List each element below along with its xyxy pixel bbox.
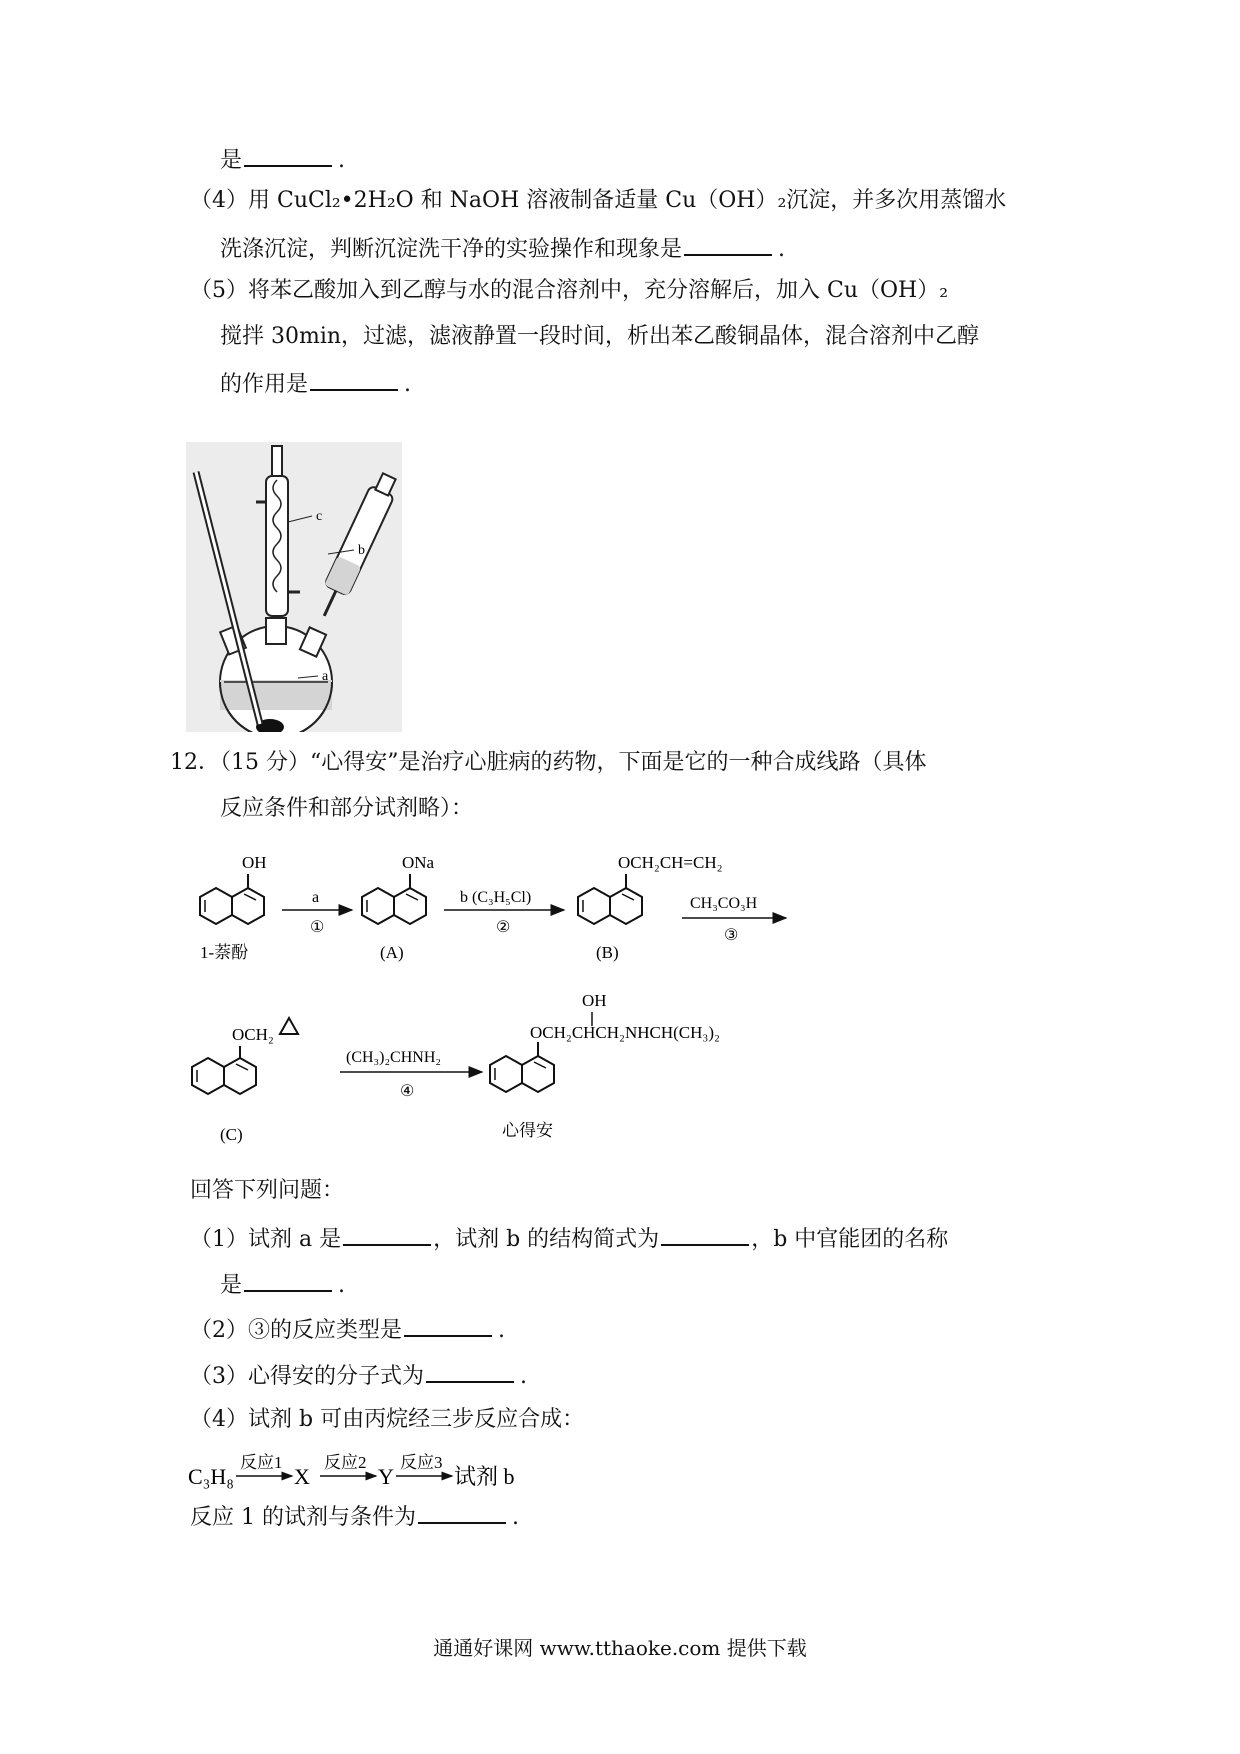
q5-line3-text: 的作用是 bbox=[220, 372, 309, 397]
answer-blank[interactable] bbox=[310, 367, 398, 391]
oh-group: OH bbox=[242, 853, 267, 872]
answer-blank[interactable] bbox=[418, 1500, 506, 1524]
sub2-text: （2）③的反应类型是 bbox=[190, 1318, 402, 1343]
answer-blank[interactable] bbox=[244, 143, 332, 167]
q12-line2: 反应条件和部分试剂略）： bbox=[220, 796, 474, 821]
q4-line2 bbox=[220, 232, 785, 265]
label-A: (A) bbox=[380, 943, 404, 962]
arrow4-reagent: (CH₃)₂CHNH₂ bbox=[346, 1049, 441, 1066]
label-1-naphthol: 1-萘酚 bbox=[200, 943, 249, 962]
epoxy-group: OCH₂ bbox=[232, 1025, 274, 1044]
answer-blank[interactable] bbox=[343, 1222, 431, 1246]
page-footer: 通通好课网 www.tthaoke.com 提供下载 bbox=[433, 1636, 807, 1660]
arrow2-step: ② bbox=[496, 919, 511, 936]
route-start: C₃H₈ bbox=[188, 1464, 234, 1489]
q5-line2: 搅拌 30min，过滤，滤液静置一段时间，析出苯乙酸铜晶体，混合溶剂中乙醇 bbox=[220, 324, 980, 349]
sub3-line bbox=[190, 1359, 527, 1392]
period: . bbox=[404, 372, 412, 397]
arrow1-reagent: a bbox=[312, 889, 320, 906]
arrow4-step: ④ bbox=[400, 1083, 415, 1100]
arrow1-step: ① bbox=[310, 919, 325, 936]
q4-line1: （4）用 CuCl₂•2H₂O 和 NaOH 溶液制备适量 Cu（OH）₂沉淀，并多次用蒸馏水 bbox=[190, 188, 1007, 213]
label-b: b bbox=[358, 543, 365, 558]
propane-route bbox=[188, 1448, 568, 1496]
route-r3: 反应3 bbox=[400, 1453, 443, 1472]
answer-blank[interactable] bbox=[244, 1268, 332, 1292]
period: . bbox=[778, 237, 786, 262]
route-y: Y bbox=[378, 1464, 394, 1489]
sub3-text: （3）心得安的分子式为 bbox=[190, 1364, 424, 1389]
period: . bbox=[520, 1364, 527, 1389]
sub1-p2: ，试剂 b 的结构简式为 bbox=[433, 1227, 660, 1252]
period: . bbox=[511, 1505, 519, 1530]
answer-blank[interactable] bbox=[404, 1313, 492, 1337]
q3-tail-line bbox=[220, 143, 345, 176]
label-c: c bbox=[316, 509, 323, 524]
q4-line2-text: 洗涤沉淀，判断沉淀洗干净的实验操作和现象是 bbox=[220, 237, 683, 262]
final-chain: OCH₂CHCH₂NHCH(CH₃)₂ bbox=[530, 1023, 720, 1042]
label-final-product: 心得安 bbox=[502, 1121, 553, 1140]
answer-blank[interactable] bbox=[684, 232, 772, 256]
q12-line1: 12．（15 分）“心得安”是治疗心脏病的药物，下面是它的一种合成线路（具体 bbox=[170, 750, 927, 775]
ona-group: ONa bbox=[402, 853, 435, 872]
allyl-group: OCH₂CH=CH₂ bbox=[618, 853, 723, 872]
synthesis-scheme bbox=[190, 850, 910, 1150]
arrow3-reagent: CH₃CO₃H bbox=[690, 895, 758, 912]
reflux-apparatus-figure bbox=[186, 442, 402, 732]
period: . bbox=[338, 1273, 346, 1298]
sub2-line bbox=[190, 1313, 505, 1346]
label-B: (B) bbox=[596, 943, 619, 962]
q3-tail-text: 是 bbox=[220, 148, 243, 173]
route-x: X bbox=[294, 1464, 310, 1489]
period: . bbox=[338, 148, 346, 173]
route-end: 试剂 b bbox=[454, 1464, 515, 1489]
period: . bbox=[498, 1318, 505, 1343]
sub1-line2 bbox=[220, 1268, 345, 1301]
route-r1: 反应1 bbox=[240, 1453, 283, 1472]
arrow3-step: ③ bbox=[724, 927, 739, 944]
final-oh-group: OH bbox=[582, 991, 607, 1010]
arrow2-reagent: b (C₃H₅Cl) bbox=[460, 889, 532, 906]
answer-intro: 回答下列问题： bbox=[190, 1178, 345, 1203]
sub4-line: （4）试剂 b 可由丙烷经三步反应合成： bbox=[190, 1407, 585, 1432]
sub1-p1: （1）试剂 a 是 bbox=[190, 1227, 342, 1252]
sub1-line1 bbox=[190, 1222, 948, 1255]
q5-line3 bbox=[220, 367, 411, 400]
q5-line1: （5）将苯乙酸加入到乙醇与水的混合溶剂中，充分溶解后，加入 Cu（OH）₂ bbox=[190, 278, 949, 303]
sub1-p3: ，b 中官能团的名称 bbox=[751, 1227, 949, 1252]
reaction1-line bbox=[190, 1500, 519, 1533]
label-a: a bbox=[322, 669, 329, 684]
sub1-line2-text: 是 bbox=[220, 1273, 243, 1298]
answer-blank[interactable] bbox=[661, 1222, 749, 1246]
reaction1-text: 反应 1 的试剂与条件为 bbox=[190, 1505, 416, 1530]
answer-blank[interactable] bbox=[426, 1359, 514, 1383]
label-C: (C) bbox=[220, 1125, 243, 1144]
route-r2: 反应2 bbox=[324, 1453, 367, 1472]
